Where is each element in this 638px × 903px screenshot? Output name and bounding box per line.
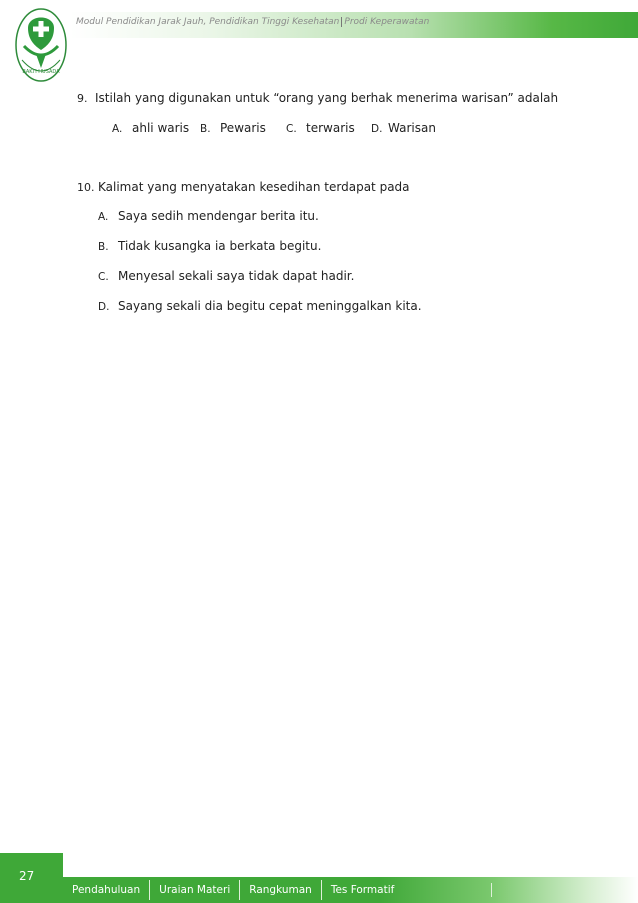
option-label: C. — [98, 271, 109, 283]
option-10d — [98, 299, 422, 313]
option-label: C. — [286, 123, 297, 135]
option-label: D. — [371, 123, 383, 135]
option-text: Tidak kusangka ia berkata begitu. — [118, 239, 322, 253]
option-label: A. — [112, 123, 123, 135]
question-9 — [77, 91, 558, 105]
option-label: D. — [98, 301, 110, 313]
option-text: Saya sedih mendengar berita itu. — [118, 209, 319, 223]
footer-nav-divider — [403, 883, 492, 897]
option-10c — [98, 269, 354, 283]
question-number: 9. — [77, 92, 88, 105]
option-10a — [98, 209, 319, 223]
question-number: 10. — [77, 181, 95, 194]
footer-nav-uraian-materi[interactable]: Uraian Materi — [150, 880, 240, 900]
header-title-program: Prodi Keperawatan — [344, 17, 430, 27]
option-9c — [286, 121, 355, 135]
footer-nav-pendahuluan[interactable]: Pendahuluan — [63, 880, 150, 900]
option-text: ahli waris — [132, 121, 190, 135]
option-9d — [371, 121, 436, 135]
header-separator — [341, 17, 342, 27]
bakti-husada-logo — [14, 6, 68, 84]
question-text: Kalimat yang menyatakan kesedihan terdapat pada — [98, 180, 410, 194]
option-label: B. — [98, 241, 109, 253]
footer-nav-rangkuman[interactable]: Rangkuman — [240, 880, 322, 900]
option-text: Warisan — [388, 121, 436, 135]
option-9a — [112, 121, 189, 135]
question-text: Istilah yang digunakan untuk “orang yang berhak menerima warisan” adalah — [95, 91, 559, 105]
option-text: Sayang sekali dia begitu cepat meninggalkan kita. — [118, 299, 422, 313]
option-label: A. — [98, 211, 109, 223]
header-title-course: Modul Pendidikan Jarak Jauh, Pendidikan Tinggi Kesehatan — [76, 17, 340, 27]
question-10 — [77, 180, 410, 194]
option-text: Pewaris — [220, 121, 266, 135]
logo-text: BAKTI HUSADA — [22, 69, 60, 75]
option-label: B. — [200, 123, 211, 135]
option-10b — [98, 239, 321, 253]
option-text: terwaris — [306, 121, 355, 135]
header-title — [76, 17, 429, 27]
page-number: 27 — [19, 869, 35, 883]
footer-nav-tes-formatif[interactable]: Tes Formatif — [330, 884, 395, 896]
option-text: Menyesal sekali saya tidak dapat hadir. — [118, 269, 355, 283]
option-9b — [200, 121, 266, 135]
footer-nav — [63, 877, 492, 903]
